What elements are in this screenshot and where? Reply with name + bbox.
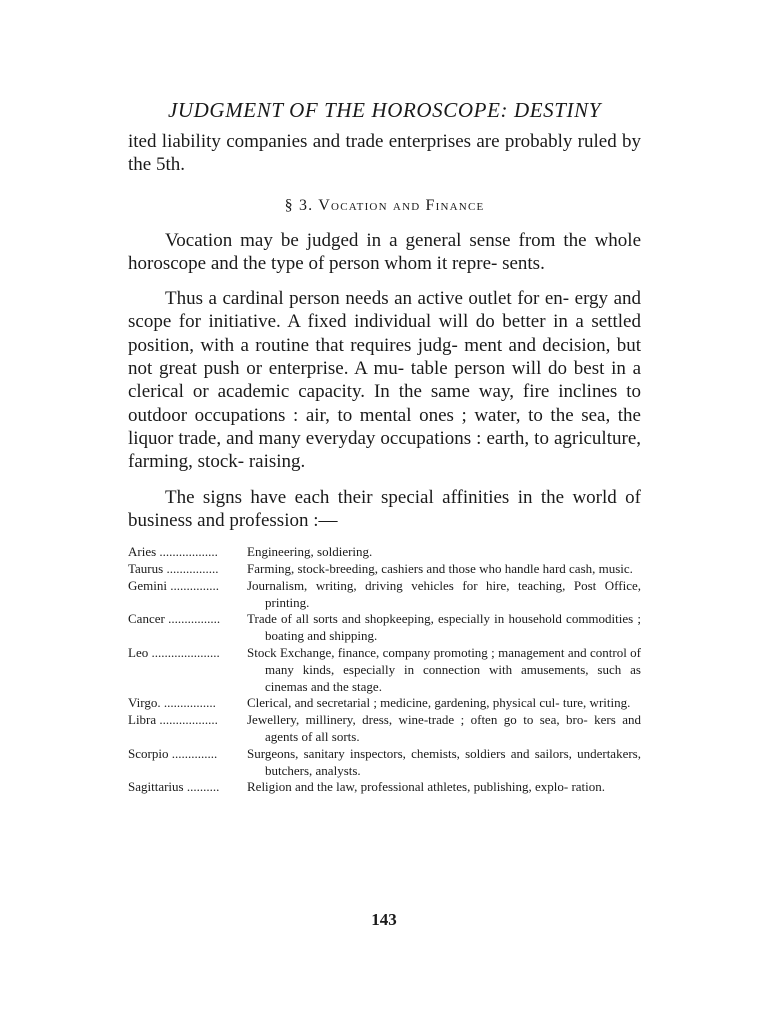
sign-name: Libra ..................: [128, 712, 218, 728]
sign-name: Scorpio ..............: [128, 745, 218, 761]
list-item: [128, 695, 641, 712]
list-item: [128, 645, 641, 695]
sign-occupations: Journalism, writing, driving vehicles for hire, teaching, Post Office, printing.: [247, 577, 641, 610]
list-item: [128, 779, 641, 796]
sign-affinities-list: [128, 544, 641, 796]
page-number: 143: [371, 910, 397, 929]
sign-name: Leo .....................: [128, 644, 220, 660]
sign-name: Gemini ...............: [128, 577, 219, 593]
sign-name: Cancer ................: [128, 611, 221, 627]
running-head: JUDGMENT OF THE HOROSCOPE: DESTINY: [167, 98, 601, 122]
sign-occupations: Jewellery, millinery, dress, wine-trade ; often go to sea, bro- kers and agents of all sorts.: [247, 712, 641, 744]
section-heading: § 3. Vocation and Finance: [284, 196, 485, 214]
sign-name: Aries ..................: [128, 544, 218, 560]
paragraph-vocation: Vocation may be judged in a general sense from the whole horoscope and the type of person whom it repre- sents.: [128, 229, 641, 274]
paragraph-signs: The signs have each their special affinities in the world of business and profession :—: [128, 486, 641, 531]
list-item: [128, 578, 641, 612]
list-item: [128, 561, 641, 578]
list-item: [128, 544, 641, 561]
sign-name: Taurus ................: [128, 560, 219, 576]
sign-name: Virgo. ................: [128, 695, 216, 711]
list-item: [128, 611, 641, 645]
sign-occupations: Engineering, soldiering.: [247, 544, 373, 560]
sign-occupations: Religion and the law, professional athletes, publishing, explo- ration.: [247, 779, 606, 795]
sign-name: Sagittarius ..........: [128, 779, 220, 795]
sign-occupations: Farming, stock-breeding, cashiers and those who handle hard cash, music.: [247, 560, 633, 576]
paragraph-cardinal: Thus a cardinal person needs an active outlet for en- ergy and scope for initiative. A fixed individual will do better in a settled position, with a routine that requires judg- ment and decision, but not great push or enterprise. A mu- table person will do best in a clerical or academic capacity. In the same way, fire inclines to outdoor occupations : air, to mental ones ; water, to the sea, the liquor trade, and many everyday occupations : earth, to agriculture, farming, stock- raising.: [128, 288, 641, 473]
sign-occupations: Clerical, and secretarial ; medicine, gardening, physical cul- ture, writing.: [247, 695, 631, 711]
book-page: [128, 96, 641, 796]
list-item: [128, 746, 641, 780]
sign-occupations: Trade of all sorts and shopkeeping, especially in household commodities ; boating and shipping.: [247, 611, 641, 644]
sign-occupations: Stock Exchange, finance, company promoting ; management and control of many kinds, especially in connection with amusements, such as cinemas and the stage.: [247, 644, 641, 694]
continuation-paragraph: ited liability companies and trade enterprises are probably ruled by the 5th.: [128, 131, 641, 176]
list-item: [128, 712, 641, 746]
sign-occupations: Surgeons, sanitary inspectors, chemists, soldiers and sailors, undertakers, butchers, analysts.: [247, 745, 641, 778]
